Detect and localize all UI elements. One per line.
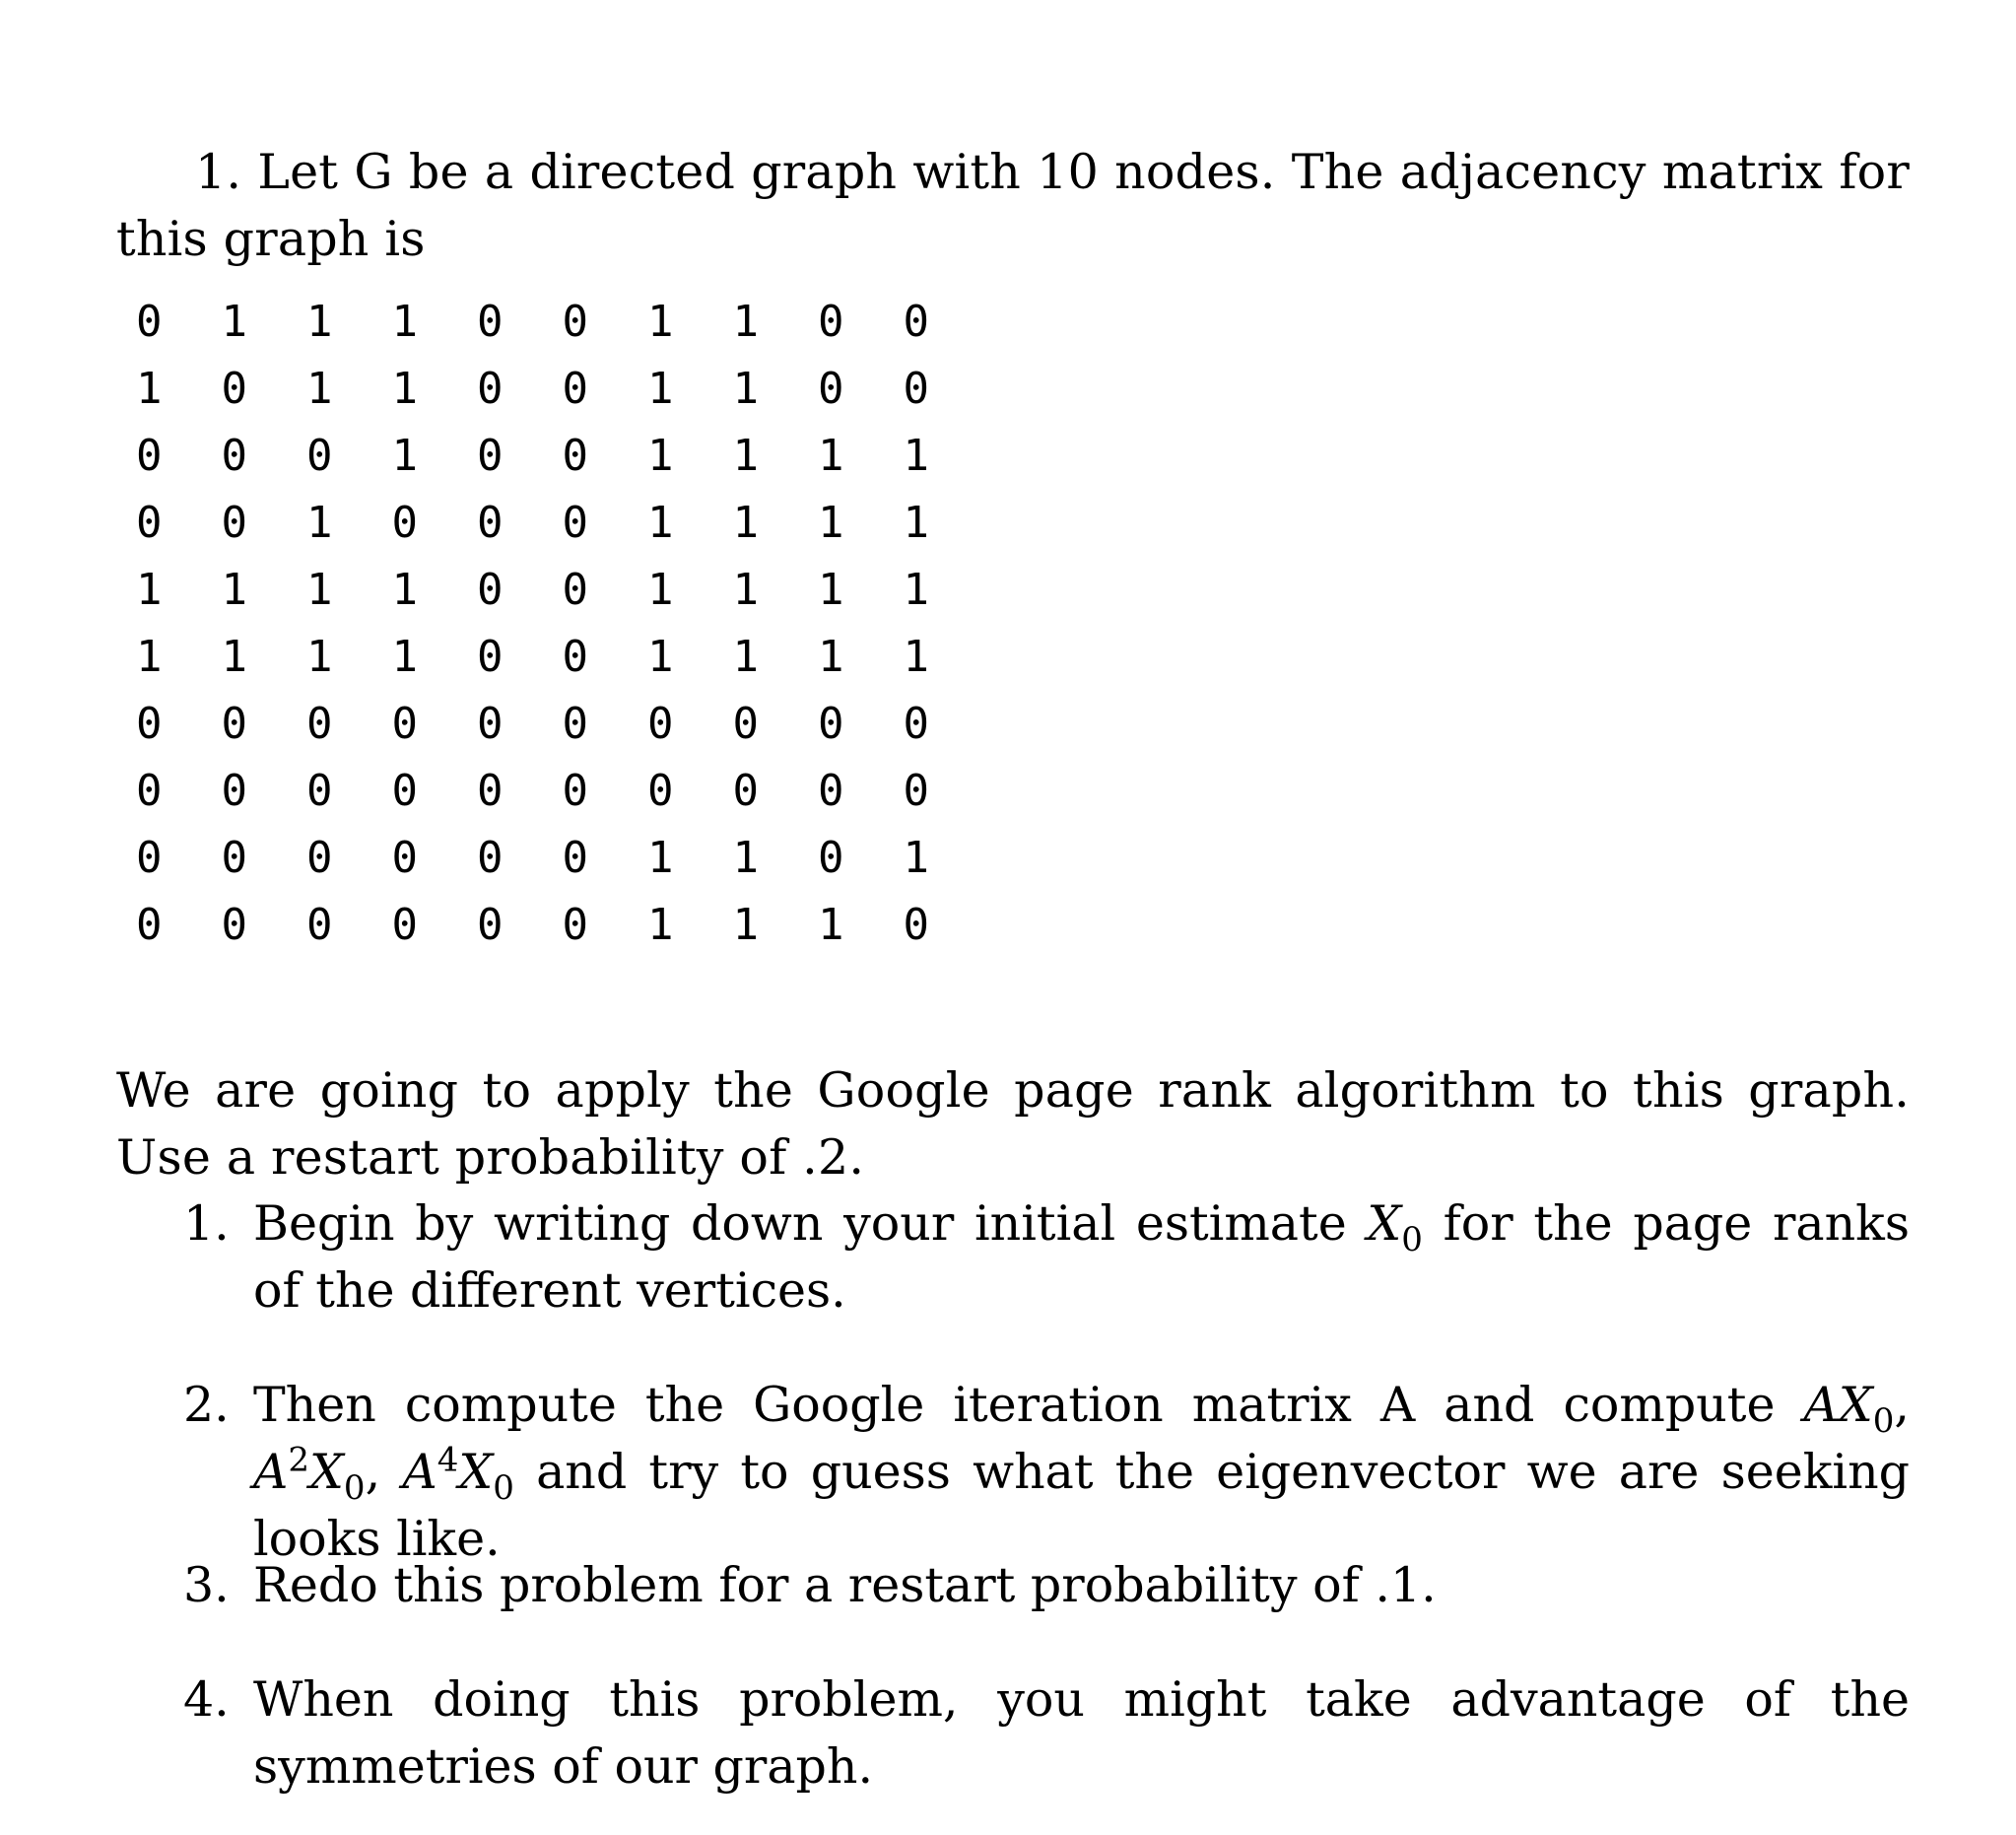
matrix-cell: 1 [903,564,929,615]
matrix-cell: 0 [477,631,504,682]
matrix-cell: 1 [732,564,759,615]
matrix-cell: 0 [732,765,759,816]
list-item-text: Then compute the Google iteration matrix A and compute $AX_0$, $A^2X_0$, $A^4X_0$ and try to guess what the eigenvector we are seeking looks like. [253,1377,1911,1567]
problem-intro-text: Let G be a directed graph with 10 nodes. The adjacency matrix for this graph is [116,144,1910,267]
matrix-cell: 1 [306,497,333,548]
matrix-cell: 0 [221,899,247,950]
matrix-cell: 1 [391,430,418,481]
matrix-row [106,489,959,556]
matrix-cell: 1 [732,497,759,548]
matrix-cell: 0 [221,497,247,548]
matrix-cell: 0 [562,832,588,883]
matrix-cell: 1 [818,430,844,481]
matrix-cell: 0 [391,497,418,548]
matrix-cell: 1 [732,631,759,682]
list-item [183,1552,1910,1619]
matrix-row [106,623,959,690]
matrix-cell: 0 [647,765,674,816]
matrix-cell: 0 [903,363,929,414]
matrix-cell: 1 [647,430,674,481]
matrix-cell: 1 [903,832,929,883]
matrix-cell: 0 [562,631,588,682]
matrix-cell: 0 [562,430,588,481]
problem-intro [116,139,1910,273]
matrix-cell: 0 [903,899,929,950]
matrix-cell: 1 [306,564,333,615]
matrix-cell: 1 [136,363,163,414]
matrix-cell: 0 [477,698,504,749]
matrix-cell: 0 [477,296,504,347]
matrix-cell: 0 [562,698,588,749]
list-item [183,1372,1910,1573]
matrix-row [106,824,959,891]
matrix-cell: 1 [647,497,674,548]
matrix-cell: 0 [818,296,844,347]
matrix-cell: 1 [732,296,759,347]
list-marker: 4. [183,1671,230,1728]
matrix-cell: 0 [136,296,163,347]
matrix-cell: 1 [391,363,418,414]
math-ax0: $AX_0$ [1803,1377,1895,1441]
matrix-cell: 1 [818,564,844,615]
matrix-row [106,288,959,355]
matrix-cell: 1 [647,832,674,883]
matrix-cell: 0 [136,765,163,816]
matrix-cell: 0 [903,698,929,749]
matrix-row [106,422,959,489]
matrix-cell: 0 [818,363,844,414]
matrix-cell: 0 [306,765,333,816]
matrix-cell: 0 [477,497,504,548]
matrix-cell: 1 [306,363,333,414]
matrix-cell: 0 [136,832,163,883]
matrix-cell: 0 [136,497,163,548]
matrix-cell: 0 [647,698,674,749]
matrix-cell: 1 [818,497,844,548]
matrix-cell: 1 [732,899,759,950]
list-marker: 2. [183,1377,230,1433]
matrix-cell: 0 [477,430,504,481]
list-item [183,1666,1910,1801]
matrix-row [106,690,959,757]
matrix-cell: 1 [221,564,247,615]
matrix-cell: 0 [477,832,504,883]
matrix-cell: 0 [391,698,418,749]
list-item-text: When doing this problem, you might take advantage of the symmetries of our graph. [253,1671,1910,1795]
matrix-cell: 0 [477,564,504,615]
matrix-cell: 0 [477,765,504,816]
matrix-cell: 0 [306,698,333,749]
matrix-cell: 0 [818,832,844,883]
matrix-cell: 0 [562,899,588,950]
matrix-cell: 0 [221,363,247,414]
matrix-cell: 1 [391,564,418,615]
matrix-row [106,891,959,958]
list-item-text: Begin by writing down your initial estimate $X_0$ for the page ranks of the different vertices. [253,1195,1911,1319]
matrix-cell: 1 [732,832,759,883]
problem-number: 1. [195,144,242,200]
matrix-cell: 1 [903,497,929,548]
matrix-cell: 0 [818,765,844,816]
matrix-row [106,757,959,824]
matrix-cell: 0 [136,698,163,749]
matrix-cell: 0 [562,296,588,347]
matrix-cell: 0 [562,564,588,615]
matrix-cell: 1 [818,899,844,950]
matrix-cell: 1 [306,296,333,347]
matrix-cell: 0 [391,765,418,816]
matrix-cell: 0 [221,430,247,481]
matrix-cell: 1 [903,631,929,682]
matrix-cell: 0 [562,497,588,548]
list-item [183,1190,1910,1325]
matrix-cell: 1 [732,363,759,414]
matrix-cell: 0 [903,296,929,347]
matrix-cell: 1 [391,296,418,347]
matrix-cell: 0 [818,698,844,749]
matrix-cell: 0 [306,430,333,481]
matrix-cell: 0 [903,765,929,816]
matrix-cell: 0 [221,765,247,816]
matrix-cell: 0 [562,363,588,414]
list-marker: 3. [183,1557,230,1613]
math-a4x0: $A^4X_0$ [402,1440,514,1508]
matrix-cell: 0 [732,698,759,749]
matrix-cell: 0 [391,832,418,883]
matrix-cell: 1 [136,564,163,615]
matrix-cell: 1 [391,631,418,682]
list-marker: 1. [183,1195,230,1252]
matrix-cell: 0 [221,832,247,883]
matrix-cell: 1 [732,430,759,481]
matrix-row [106,355,959,422]
adjacency-matrix [106,288,959,958]
matrix-cell: 1 [647,363,674,414]
math-a2x0: $A^2X_0$ [253,1440,366,1508]
matrix-cell: 0 [562,765,588,816]
matrix-cell: 1 [647,631,674,682]
matrix-cell: 0 [136,899,163,950]
matrix-cell: 0 [136,430,163,481]
matrix-cell: 1 [136,631,163,682]
matrix-cell: 1 [903,430,929,481]
matrix-cell: 0 [391,899,418,950]
algorithm-paragraph: We are going to apply the Google page rank algorithm to this graph. Use a restart probability of .2. [116,1062,1910,1186]
matrix-cell: 1 [306,631,333,682]
matrix-cell: 0 [477,899,504,950]
matrix-row [106,556,959,623]
matrix-cell: 0 [306,832,333,883]
matrix-cell: 1 [818,631,844,682]
math-x0: $X_0$ [1367,1195,1423,1259]
matrix-cell: 1 [647,899,674,950]
matrix-cell: 0 [477,363,504,414]
matrix-cell: 1 [221,296,247,347]
list-item-text: Redo this problem for a restart probability of .1. [253,1557,1437,1613]
matrix-cell: 0 [306,899,333,950]
matrix-cell: 1 [221,631,247,682]
matrix-cell: 1 [647,564,674,615]
matrix-cell: 0 [221,698,247,749]
matrix-cell: 1 [647,296,674,347]
